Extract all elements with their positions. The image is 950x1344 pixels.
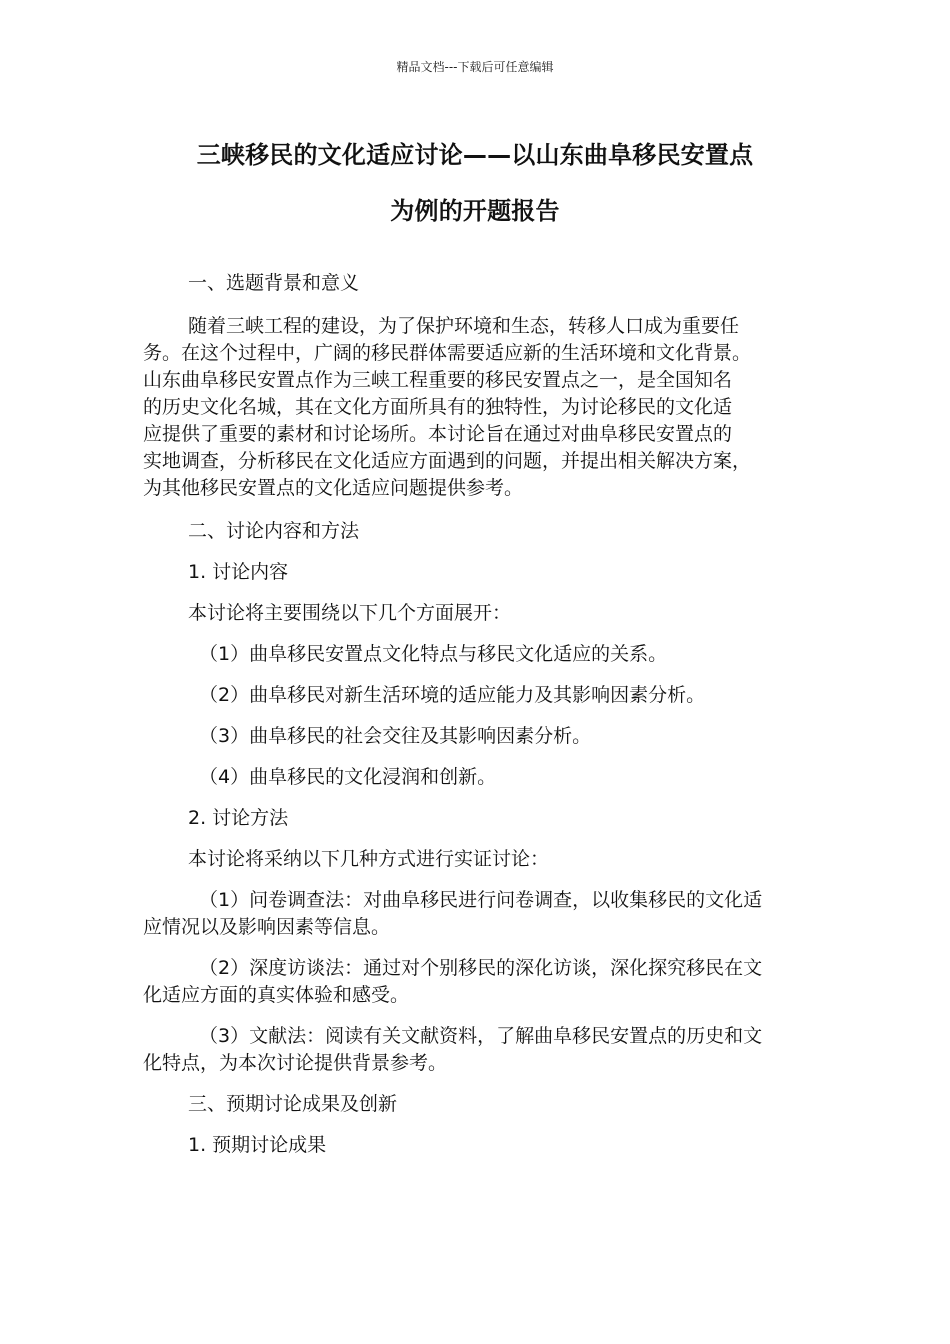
content-item: （1）曲阜移民安置点文化特点与移民文化适应的关系。 <box>199 643 668 665</box>
subsection-2-1-intro: 本讨论将主要围绕以下几个方面展开： <box>188 602 512 624</box>
paragraph-line: （2）深度访谈法：通过对个别移民的深化访谈，深化探究移民在文 <box>199 957 763 979</box>
paragraph-line: （3）文献法：阅读有关文献资料，了解曲阜移民安置点的历史和文 <box>199 1025 763 1047</box>
subsection-2-1-heading: 1. 讨论内容 <box>188 561 289 583</box>
paragraph-line: （1）问卷调查法：对曲阜移民进行问卷调查，以收集移民的文化适 <box>199 889 763 911</box>
section-2-heading: 二、讨论内容和方法 <box>188 520 360 542</box>
page-header: 精品文档---下载后可任意编辑 <box>396 60 554 74</box>
title-line-1: 三峡移民的文化适应讨论——以山东曲阜移民安置点 <box>196 141 754 169</box>
paragraph-line: 化适应方面的真实体验和感受。 <box>143 984 410 1006</box>
method-literature <box>143 1023 807 1077</box>
content-item: （2）曲阜移民对新生活环境的适应能力及其影响因素分析。 <box>199 684 706 706</box>
subsection-2-2-heading: 2. 讨论方法 <box>188 807 289 829</box>
content-item: （3）曲阜移民的社会交往及其影响因素分析。 <box>199 725 592 747</box>
method-questionnaire <box>143 887 807 941</box>
section-1-paragraph <box>143 313 807 502</box>
paragraph-line: 实地调查，分析移民在文化适应方面遇到的问题，并提出相关解决方案， <box>143 450 752 472</box>
subsection-2-2-intro: 本讨论将采纳以下几种方式进行实证讨论： <box>188 848 550 870</box>
paragraph-line: 山东曲阜移民安置点作为三峡工程重要的移民安置点之一，是全国知名 <box>143 369 733 391</box>
paragraph-line: 务。在这个过程中，广阔的移民群体需要适应新的生活环境和文化背景。 <box>143 342 752 364</box>
paragraph-line: 为其他移民安置点的文化适应问题提供参考。 <box>143 477 524 499</box>
paragraph-line: 应情况以及影响因素等信息。 <box>143 916 391 938</box>
title-line-2: 为例的开题报告 <box>390 197 560 225</box>
method-interview <box>143 955 807 1009</box>
content-item: （4）曲阜移民的文化浸润和创新。 <box>199 766 497 788</box>
paragraph-line: 的历史文化名城，其在文化方面所具有的独特性，为讨论移民的文化适 <box>143 396 733 418</box>
paragraph-line: 应提供了重要的素材和讨论场所。本讨论旨在通过对曲阜移民安置点的 <box>143 423 733 445</box>
document-body <box>143 270 807 1159</box>
document-title <box>143 127 807 239</box>
paragraph-line: 随着三峡工程的建设，为了保护环境和生态，转移人口成为重要任 <box>188 315 740 337</box>
section-3-heading: 三、预期讨论成果及创新 <box>188 1093 398 1115</box>
subsection-3-1-heading: 1. 预期讨论成果 <box>188 1134 327 1156</box>
paragraph-line: 化特点，为本次讨论提供背景参考。 <box>143 1052 448 1074</box>
section-1-heading: 一、选题背景和意义 <box>188 272 360 294</box>
